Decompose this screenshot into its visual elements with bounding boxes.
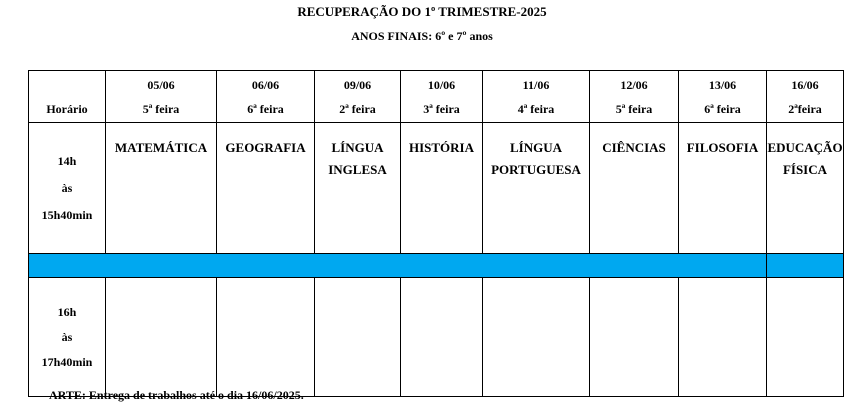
subject-line: FILOSOFIA xyxy=(686,140,759,155)
day-weekday: 2ª feira xyxy=(339,102,376,116)
day-header-5 xyxy=(483,71,590,123)
subject-line: MATEMÁTICA xyxy=(114,140,208,155)
day-header-8 xyxy=(767,71,844,123)
time-sep: às xyxy=(61,329,73,344)
subject-line: PORTUGUESA xyxy=(491,162,581,177)
day-date: 09/06 xyxy=(343,78,372,92)
day-weekday: 2ªfeira xyxy=(788,102,822,116)
empty-cell xyxy=(401,278,483,397)
day-date: 10/06 xyxy=(427,78,456,92)
empty-cell xyxy=(106,278,217,397)
time-header: Horário xyxy=(46,102,88,116)
day-date: 16/06 xyxy=(791,78,819,92)
separator-band-row xyxy=(29,254,844,278)
day-weekday: 4ª feira xyxy=(517,102,555,116)
day-date: 12/06 xyxy=(620,78,648,92)
subject-cell xyxy=(483,123,590,254)
empty-cell xyxy=(590,278,679,397)
empty-cell xyxy=(483,278,590,397)
slot-row-2 xyxy=(29,278,844,397)
day-date: 11/06 xyxy=(522,78,550,92)
time-start: 16h xyxy=(57,304,77,319)
day-weekday: 5ª feira xyxy=(615,102,653,116)
day-header-2 xyxy=(217,71,315,123)
subject-line: GEOGRAFIA xyxy=(225,140,306,155)
day-date: 13/06 xyxy=(708,78,737,92)
day-header-4 xyxy=(401,71,483,123)
subject-line: LÍNGUA xyxy=(331,140,384,155)
subject-cell xyxy=(679,123,767,254)
day-header-3 xyxy=(315,71,401,123)
document-subtitle: ANOS FINAIS: 6º e 7º anos xyxy=(351,29,493,43)
day-weekday: 5ª feira xyxy=(142,102,180,116)
subject-cell xyxy=(106,123,217,254)
separator-band-end xyxy=(767,254,844,278)
day-weekday: 6ª feira xyxy=(247,102,284,116)
footnote: ARTE: Entrega de trabalhos até o dia 16/06/2025. xyxy=(49,388,304,402)
subject-line: EDUCAÇÃO xyxy=(767,140,843,155)
time-header-cell xyxy=(29,71,106,123)
day-header-7 xyxy=(679,71,767,123)
time-end: 15h40min xyxy=(41,207,93,222)
subject-line: INGLESA xyxy=(328,162,387,177)
day-date: 05/06 xyxy=(147,78,175,92)
time-slot-1 xyxy=(29,123,106,254)
time-start: 14h xyxy=(57,153,77,168)
time-end: 17h40min xyxy=(41,354,93,369)
subject-line: LÍNGUA xyxy=(509,140,562,155)
subject-cell xyxy=(315,123,401,254)
empty-cell xyxy=(679,278,767,397)
empty-cell xyxy=(315,278,401,397)
day-header-1 xyxy=(106,71,217,123)
day-weekday: 3ª feira xyxy=(423,102,460,116)
subject-cell xyxy=(217,123,315,254)
day-date: 06/06 xyxy=(251,78,280,92)
subject-cell xyxy=(401,123,483,254)
subject-cell xyxy=(767,123,844,254)
separator-band xyxy=(29,254,767,278)
slot-row-1 xyxy=(29,123,844,254)
time-slot-2 xyxy=(29,278,106,397)
schedule-table xyxy=(28,70,844,397)
time-sep: às xyxy=(61,180,73,195)
document-title: RECUPERAÇÃO DO 1º TRIMESTRE-2025 xyxy=(297,4,547,19)
subject-line: FÍSICA xyxy=(782,162,828,177)
subject-cell xyxy=(590,123,679,254)
subject-line: CIÊNCIAS xyxy=(602,140,666,155)
empty-cell xyxy=(217,278,315,397)
day-weekday: 6ª feira xyxy=(704,102,741,116)
header-row xyxy=(29,71,844,123)
empty-cell xyxy=(767,278,844,397)
subject-line: HISTÓRIA xyxy=(408,140,475,155)
day-header-6 xyxy=(590,71,679,123)
